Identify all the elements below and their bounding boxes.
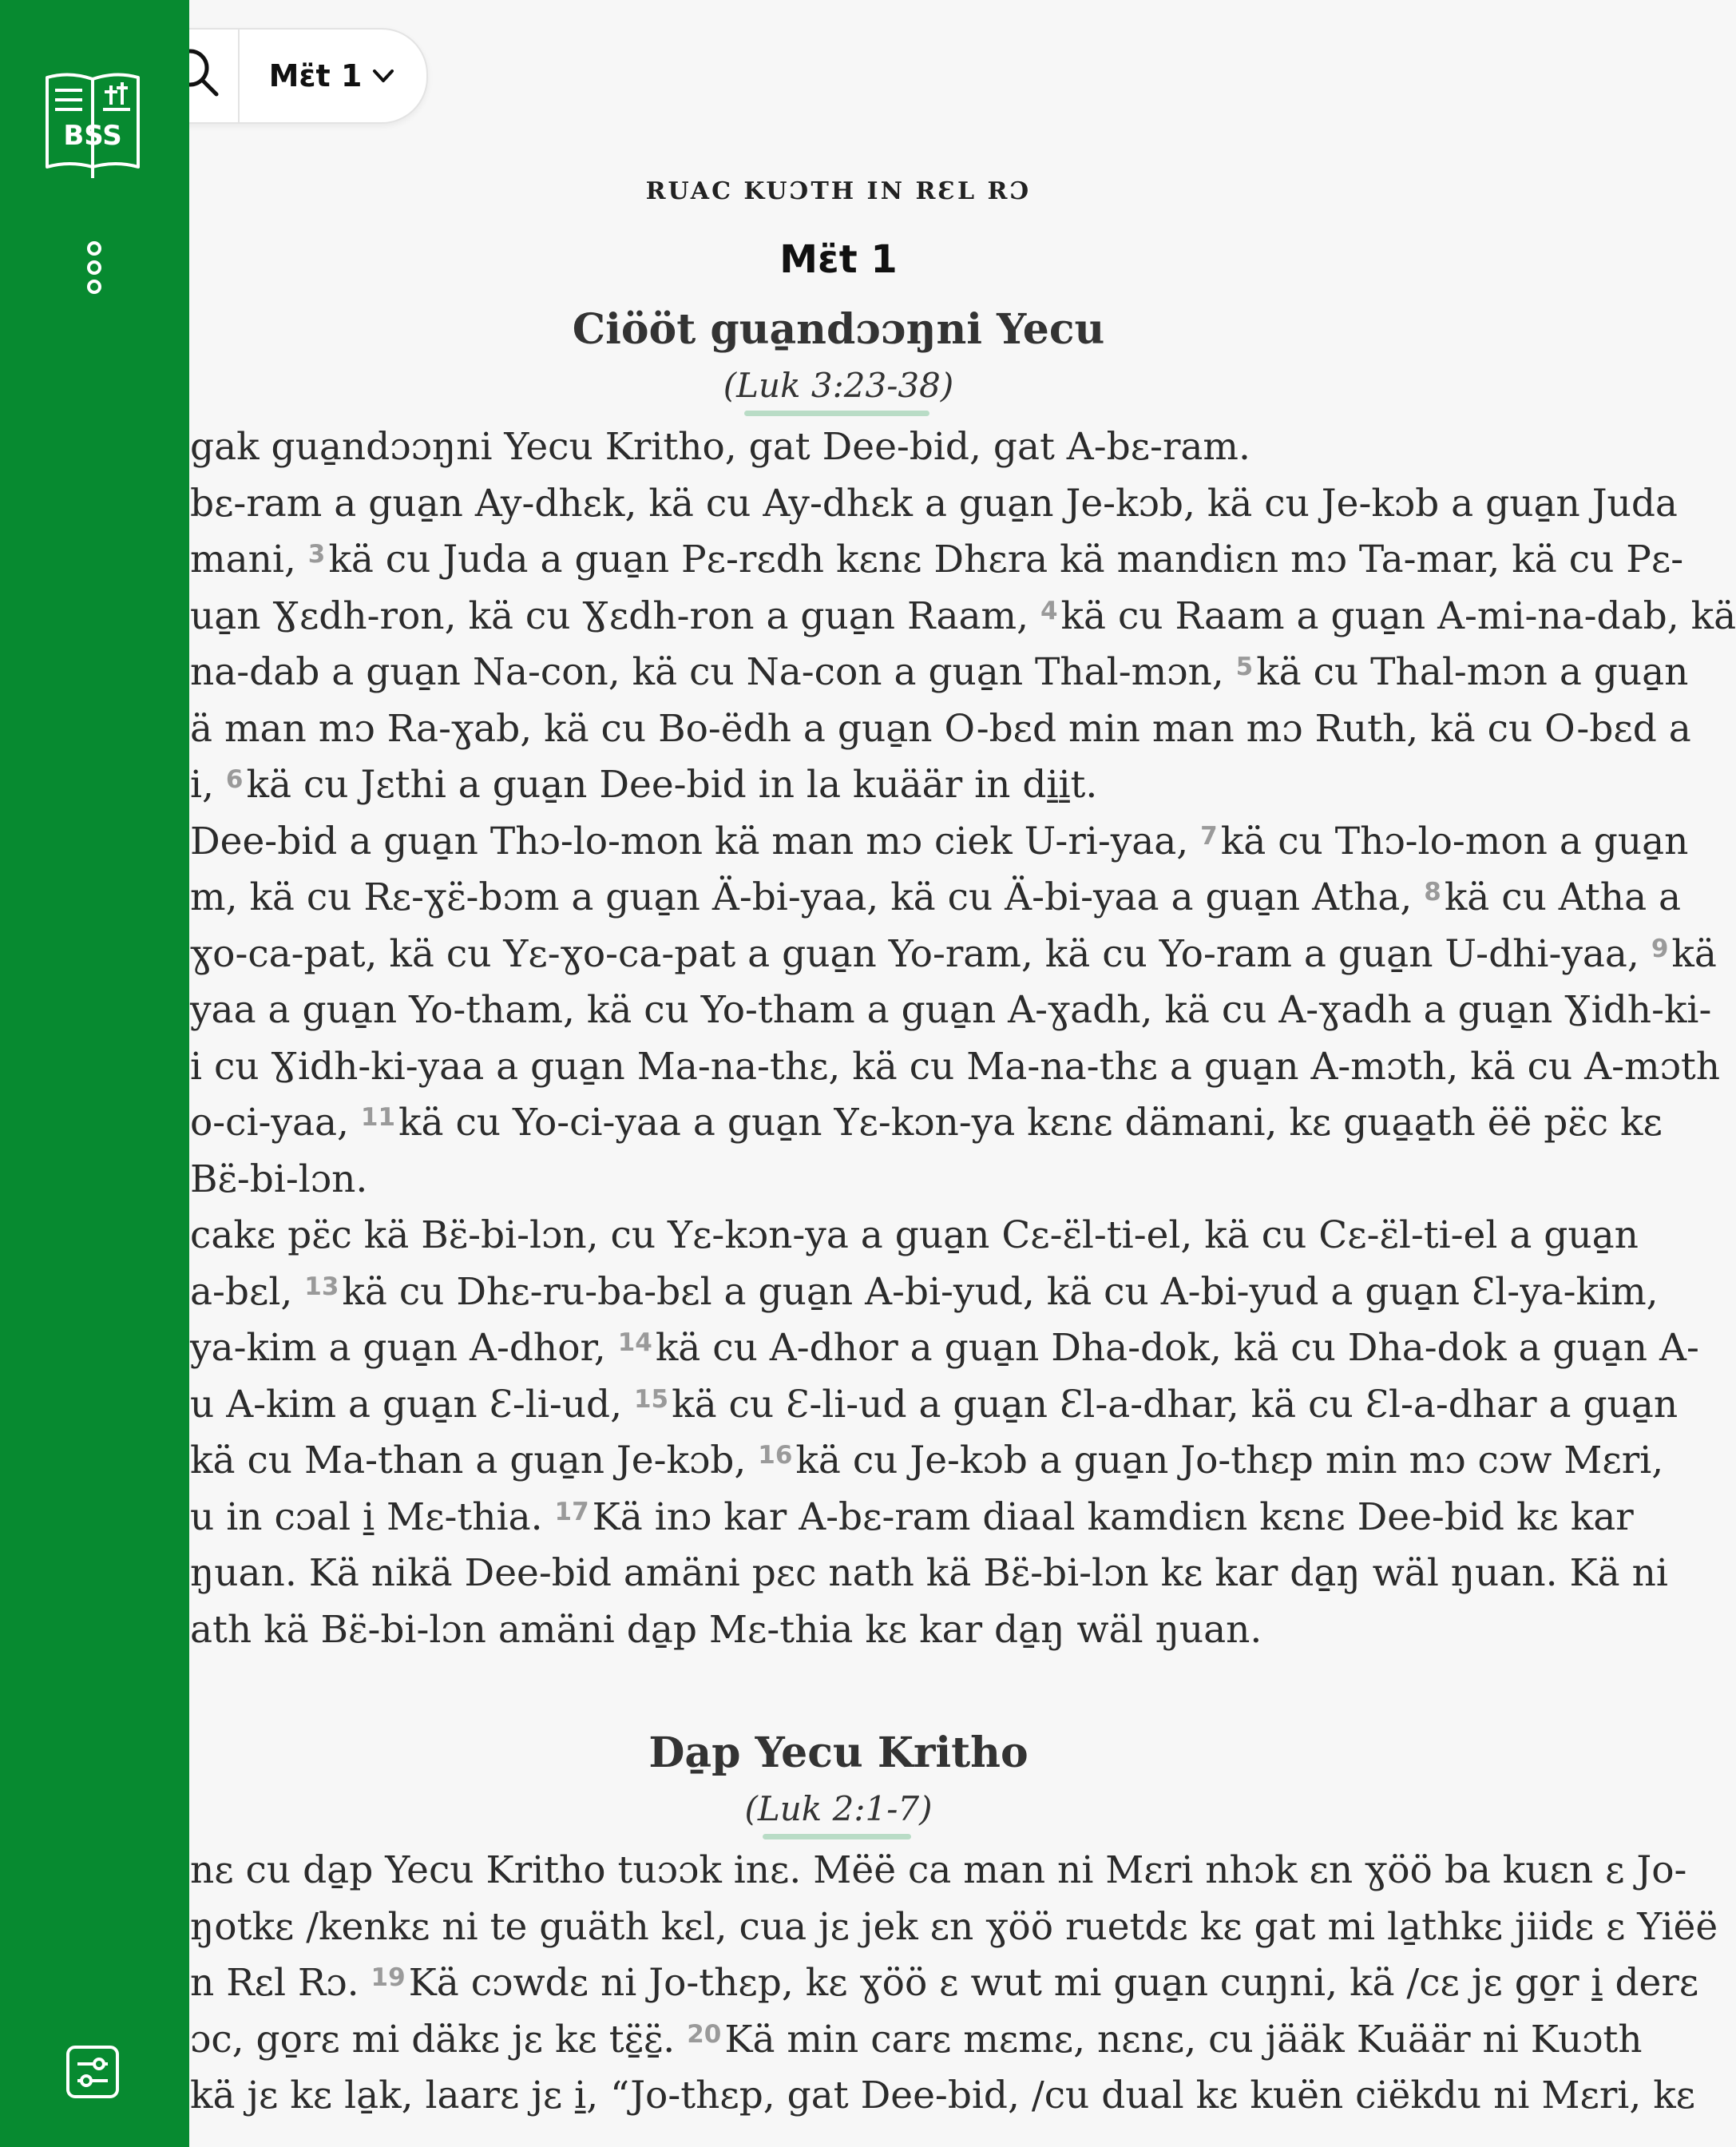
verse-text: ath kä Bɛ̈-bi-lɔn amäni da̱p Mɛ-thia kɛ kar da̱ŋ wäl ŋuan. bbox=[190, 1607, 1262, 1652]
verse-number: 20 bbox=[687, 2019, 722, 2049]
text-line bbox=[190, 1848, 1686, 1892]
verse-text: mani, bbox=[190, 538, 308, 581]
verse-text: yaa a gua̱n Yo-tham, kä cu Yo-tham a gua̱n A-ɣadh, kä cu A-ɣadh a gua̱n Ɣidh-ki- bbox=[190, 988, 1712, 1032]
verse-text: ua̱n Ɣɛdh-ron, kä cu Ɣɛdh-ron a gua̱n Raam, bbox=[190, 593, 1040, 638]
text-line bbox=[190, 1157, 367, 1201]
cross-reference: (Luk 3:23-38) bbox=[723, 366, 954, 405]
bible-society-logo[interactable] bbox=[44, 68, 141, 178]
verse-text: cakɛ pɛ̈c kä Bɛ̈-bi-lɔn, cu Yɛ-kɔn-ya a gua̱n Cɛ-ɛ̈l-ti-el, kä cu Cɛ-ɛ̈l-ti-el a gua̱n bbox=[190, 1213, 1639, 1257]
chevron-down-icon bbox=[370, 62, 397, 89]
verse-text: ɔc, go̱rɛ mi däkɛ jɛ kɛ tɛ̱̈ɛ̱̈. bbox=[190, 2017, 688, 2062]
text-line bbox=[190, 1270, 1659, 1314]
text-line bbox=[190, 707, 1691, 751]
text-line bbox=[190, 1551, 1668, 1595]
text-line bbox=[190, 820, 1688, 863]
sidebar bbox=[0, 0, 189, 2147]
verse-number: 16 bbox=[758, 1441, 793, 1470]
verse-text: kä cu Yo-ci-yaa a gua̱n Yɛ-kɔn-ya kɛnɛ dämani, kɛ gua̱a̱th ëë pɛ̈c kɛ bbox=[398, 1101, 1663, 1145]
verse-text: Kä inɔ kar A-bɛ-ram diaal kamdiɛn kɛnɛ Dee-bid kɛ kar bbox=[592, 1494, 1634, 1539]
verse-number: 19 bbox=[371, 1963, 406, 1992]
verse-text: kä cu Je-kɔb a gua̱n Jo-thɛp min mɔ cɔw Mɛri, bbox=[795, 1439, 1664, 1482]
verse-text: kä cu Thɔ-lo-mon a gua̱n bbox=[1220, 819, 1689, 863]
text-line bbox=[190, 1608, 1262, 1652]
text-line bbox=[190, 1213, 1639, 1257]
verse-text: kä cu Ma-than a gua̱n Je-kɔb, bbox=[190, 1439, 759, 1482]
verse-text: kä cu Atha a bbox=[1444, 875, 1682, 919]
verse-number: 7 bbox=[1200, 821, 1218, 851]
text-line bbox=[190, 1101, 1663, 1145]
verse-text: kä bbox=[1671, 931, 1717, 976]
verse-text: m, kä cu Rɛ-ɣɛ̈-bɔm a gua̱n Ä-bi-yaa, kä cu Ä-bi-yaa a gua̱n Atha, bbox=[190, 875, 1425, 919]
text-line bbox=[190, 1961, 1698, 2005]
section-heading: Da̱p Yecu Kritho bbox=[648, 1728, 1029, 1777]
verse-number: 5 bbox=[1235, 653, 1254, 681]
text-line bbox=[190, 1495, 1634, 1539]
verse-text: n Rɛl Rɔ. bbox=[190, 1961, 371, 2005]
verse-text: u A-kim a gua̱n Ɛ-li-ud, bbox=[190, 1382, 634, 1427]
verse-text: kä cu Thal-mɔn a gua̱n bbox=[1256, 650, 1689, 694]
bible-logo-icon bbox=[44, 68, 141, 178]
text-line bbox=[190, 594, 1736, 638]
verse-text: kä cu Ɛ-li-ud a gua̱n Ɛl-a-dhar, kä cu Ɛl-a-dhar a gua̱n bbox=[672, 1382, 1679, 1427]
logo-text: BSS bbox=[63, 120, 122, 152]
more-options-button[interactable] bbox=[77, 240, 112, 296]
verse-text: nɛ cu da̱p Yecu Kritho tuɔɔk inɛ. Mëë ca man ni Mɛri nhɔk ɛn ɣöö ba kuɛn ɛ Jo- bbox=[190, 1848, 1687, 1892]
more-vertical-icon bbox=[77, 240, 112, 296]
verse-text: ya-kim a gua̱n A-dhor, bbox=[190, 1326, 618, 1370]
text-line bbox=[190, 1905, 1718, 1949]
verse-number: 6 bbox=[225, 765, 244, 794]
text-line bbox=[190, 1383, 1678, 1427]
verse-text: Bɛ̈-bi-lɔn. bbox=[190, 1157, 368, 1201]
running-head: RUAC KUƆTH IN RƐL RƆ bbox=[645, 177, 1032, 205]
section-heading: Ciööt gua̱ndɔɔŋni Yecu bbox=[572, 305, 1105, 354]
verse-text: kä cu Raam a gua̱n A-mi-na-dab, kä bbox=[1060, 593, 1736, 638]
verse-number: 13 bbox=[304, 1272, 339, 1301]
verse-text: bɛ-ram a gua̱n Ay-dhɛk, kä cu Ay-dhɛk a gua̱n Je-kɔb, kä cu Je-kɔb a gua̱n Juda bbox=[190, 481, 1678, 526]
text-line bbox=[190, 1045, 1720, 1089]
text-line bbox=[190, 482, 1678, 526]
verse-text: Kä min carɛ mɛmɛ, nɛnɛ, cu jääk Kuäär ni Kuɔth bbox=[724, 2017, 1643, 2062]
text-line bbox=[190, 2074, 1695, 2117]
text-line bbox=[190, 425, 1250, 469]
verse-number: 14 bbox=[617, 1328, 652, 1357]
verse-text: ŋuan. Kä nikä Dee-bid amäni pɛc nath kä Bɛ̈-bi-lɔn kɛ kar da̱ŋ wäl ŋuan. Kä ni bbox=[190, 1551, 1668, 1595]
text-line bbox=[190, 1326, 1699, 1370]
verse-text: i cu Ɣidh-ki-yaa a gua̱n Ma-na-thɛ, kä cu Ma-na-thɛ a gua̱n A-mɔth, kä cu A-mɔth bbox=[190, 1044, 1721, 1089]
verse-text: na-dab a gua̱n Na-con, kä cu Na-con a gua̱n Thal-mɔn, bbox=[190, 650, 1236, 694]
verse-text: Kä cɔwdɛ ni Jo-thɛp, kɛ ɣöö ɛ wut mi gua̱n cuŋni, kä /cɛ jɛ go̱r i̱ derɛ bbox=[408, 1961, 1699, 2005]
sliders-icon bbox=[65, 2045, 120, 2099]
text-line bbox=[190, 1439, 1663, 1482]
verse-text: a-bɛl, bbox=[190, 1269, 305, 1314]
text-line bbox=[190, 650, 1688, 694]
verse-text: ŋotkɛ /kenkɛ ni te guäth kɛl, cua jɛ jek ɛn ɣöö ruetdɛ kɛ gat mi la̱thkɛ jiidɛ ɛ Yiëë bbox=[190, 1904, 1718, 1949]
verse-text: i, bbox=[190, 763, 226, 807]
chapter-selector-button[interactable] bbox=[240, 30, 426, 122]
text-line bbox=[190, 538, 1683, 581]
verse-number: 8 bbox=[1424, 878, 1441, 907]
verse-text: kä jɛ kɛ la̱k, laarɛ jɛ i̱, “Jo-thɛp, gat Dee-bid, /cu dual kɛ kuën ciëkdu ni Mɛri, kɛ bbox=[190, 2074, 1696, 2117]
verse-text: kä cu Juda a gua̱n Pɛ-rɛdh kɛnɛ Dhɛra kä mandiɛn mɔ Ta-mar, kä cu Pɛ- bbox=[328, 538, 1684, 581]
verse-text: ä man mɔ Ra-ɣab, kä cu Bo-ëdh a gua̱n O-bɛd min man mɔ Ruth, kä cu O-bɛd a bbox=[190, 706, 1691, 751]
verse-number: 4 bbox=[1040, 596, 1058, 625]
display-settings-button[interactable] bbox=[65, 2045, 120, 2099]
verse-text: Dee-bid a gua̱n Thɔ-lo-mon kä man mɔ ciek U-ri-yaa, bbox=[190, 819, 1201, 863]
verse-number: 9 bbox=[1651, 934, 1669, 963]
verse-number: 15 bbox=[633, 1384, 669, 1414]
verse-text: kä cu Jɛthi a gua̱n Dee-bid in la kuäär in di̱i̱t. bbox=[246, 763, 1098, 807]
verse-text: kä cu Dhɛ-ru-ba-bɛl a gua̱n A-bi-yud, kä cu A-bi-yud a gua̱n Ɛl-ya-kim, bbox=[342, 1269, 1659, 1314]
verse-text: kä cu A-dhor a gua̱n Dha-dok, kä cu Dha-dok a gua̱n A- bbox=[655, 1326, 1699, 1370]
verse-number: 17 bbox=[554, 1497, 589, 1526]
cross-reference-underline bbox=[763, 1834, 911, 1839]
cross-reference-underline bbox=[744, 411, 929, 416]
verse-number: 11 bbox=[360, 1103, 396, 1132]
text-line bbox=[190, 932, 1717, 976]
text-line bbox=[190, 988, 1711, 1032]
verse-text: gak gua̱ndɔɔŋni Yecu Kritho, gat Dee-bid, gat A-bɛ-ram. bbox=[190, 425, 1250, 469]
verse-text: o-ci-yaa, bbox=[190, 1101, 361, 1145]
verse-number: 3 bbox=[307, 540, 326, 569]
verse-text: u in cɔal i̱ Mɛ-thia. bbox=[190, 1494, 555, 1539]
text-line bbox=[190, 763, 1097, 807]
chapter-selector-label: Mɛ̈t 1 bbox=[268, 58, 363, 93]
verse-text: ɣo-ca-pat, kä cu Yɛ-ɣo-ca-pat a gua̱n Yo-ram, kä cu Yo-ram a gua̱n U-dhi-yaa, bbox=[190, 931, 1651, 976]
cross-reference: (Luk 2:1-7) bbox=[744, 1789, 933, 1828]
text-line bbox=[190, 875, 1681, 919]
text-line bbox=[190, 2018, 1643, 2062]
chapter-title: Mɛ̈t 1 bbox=[779, 237, 898, 282]
